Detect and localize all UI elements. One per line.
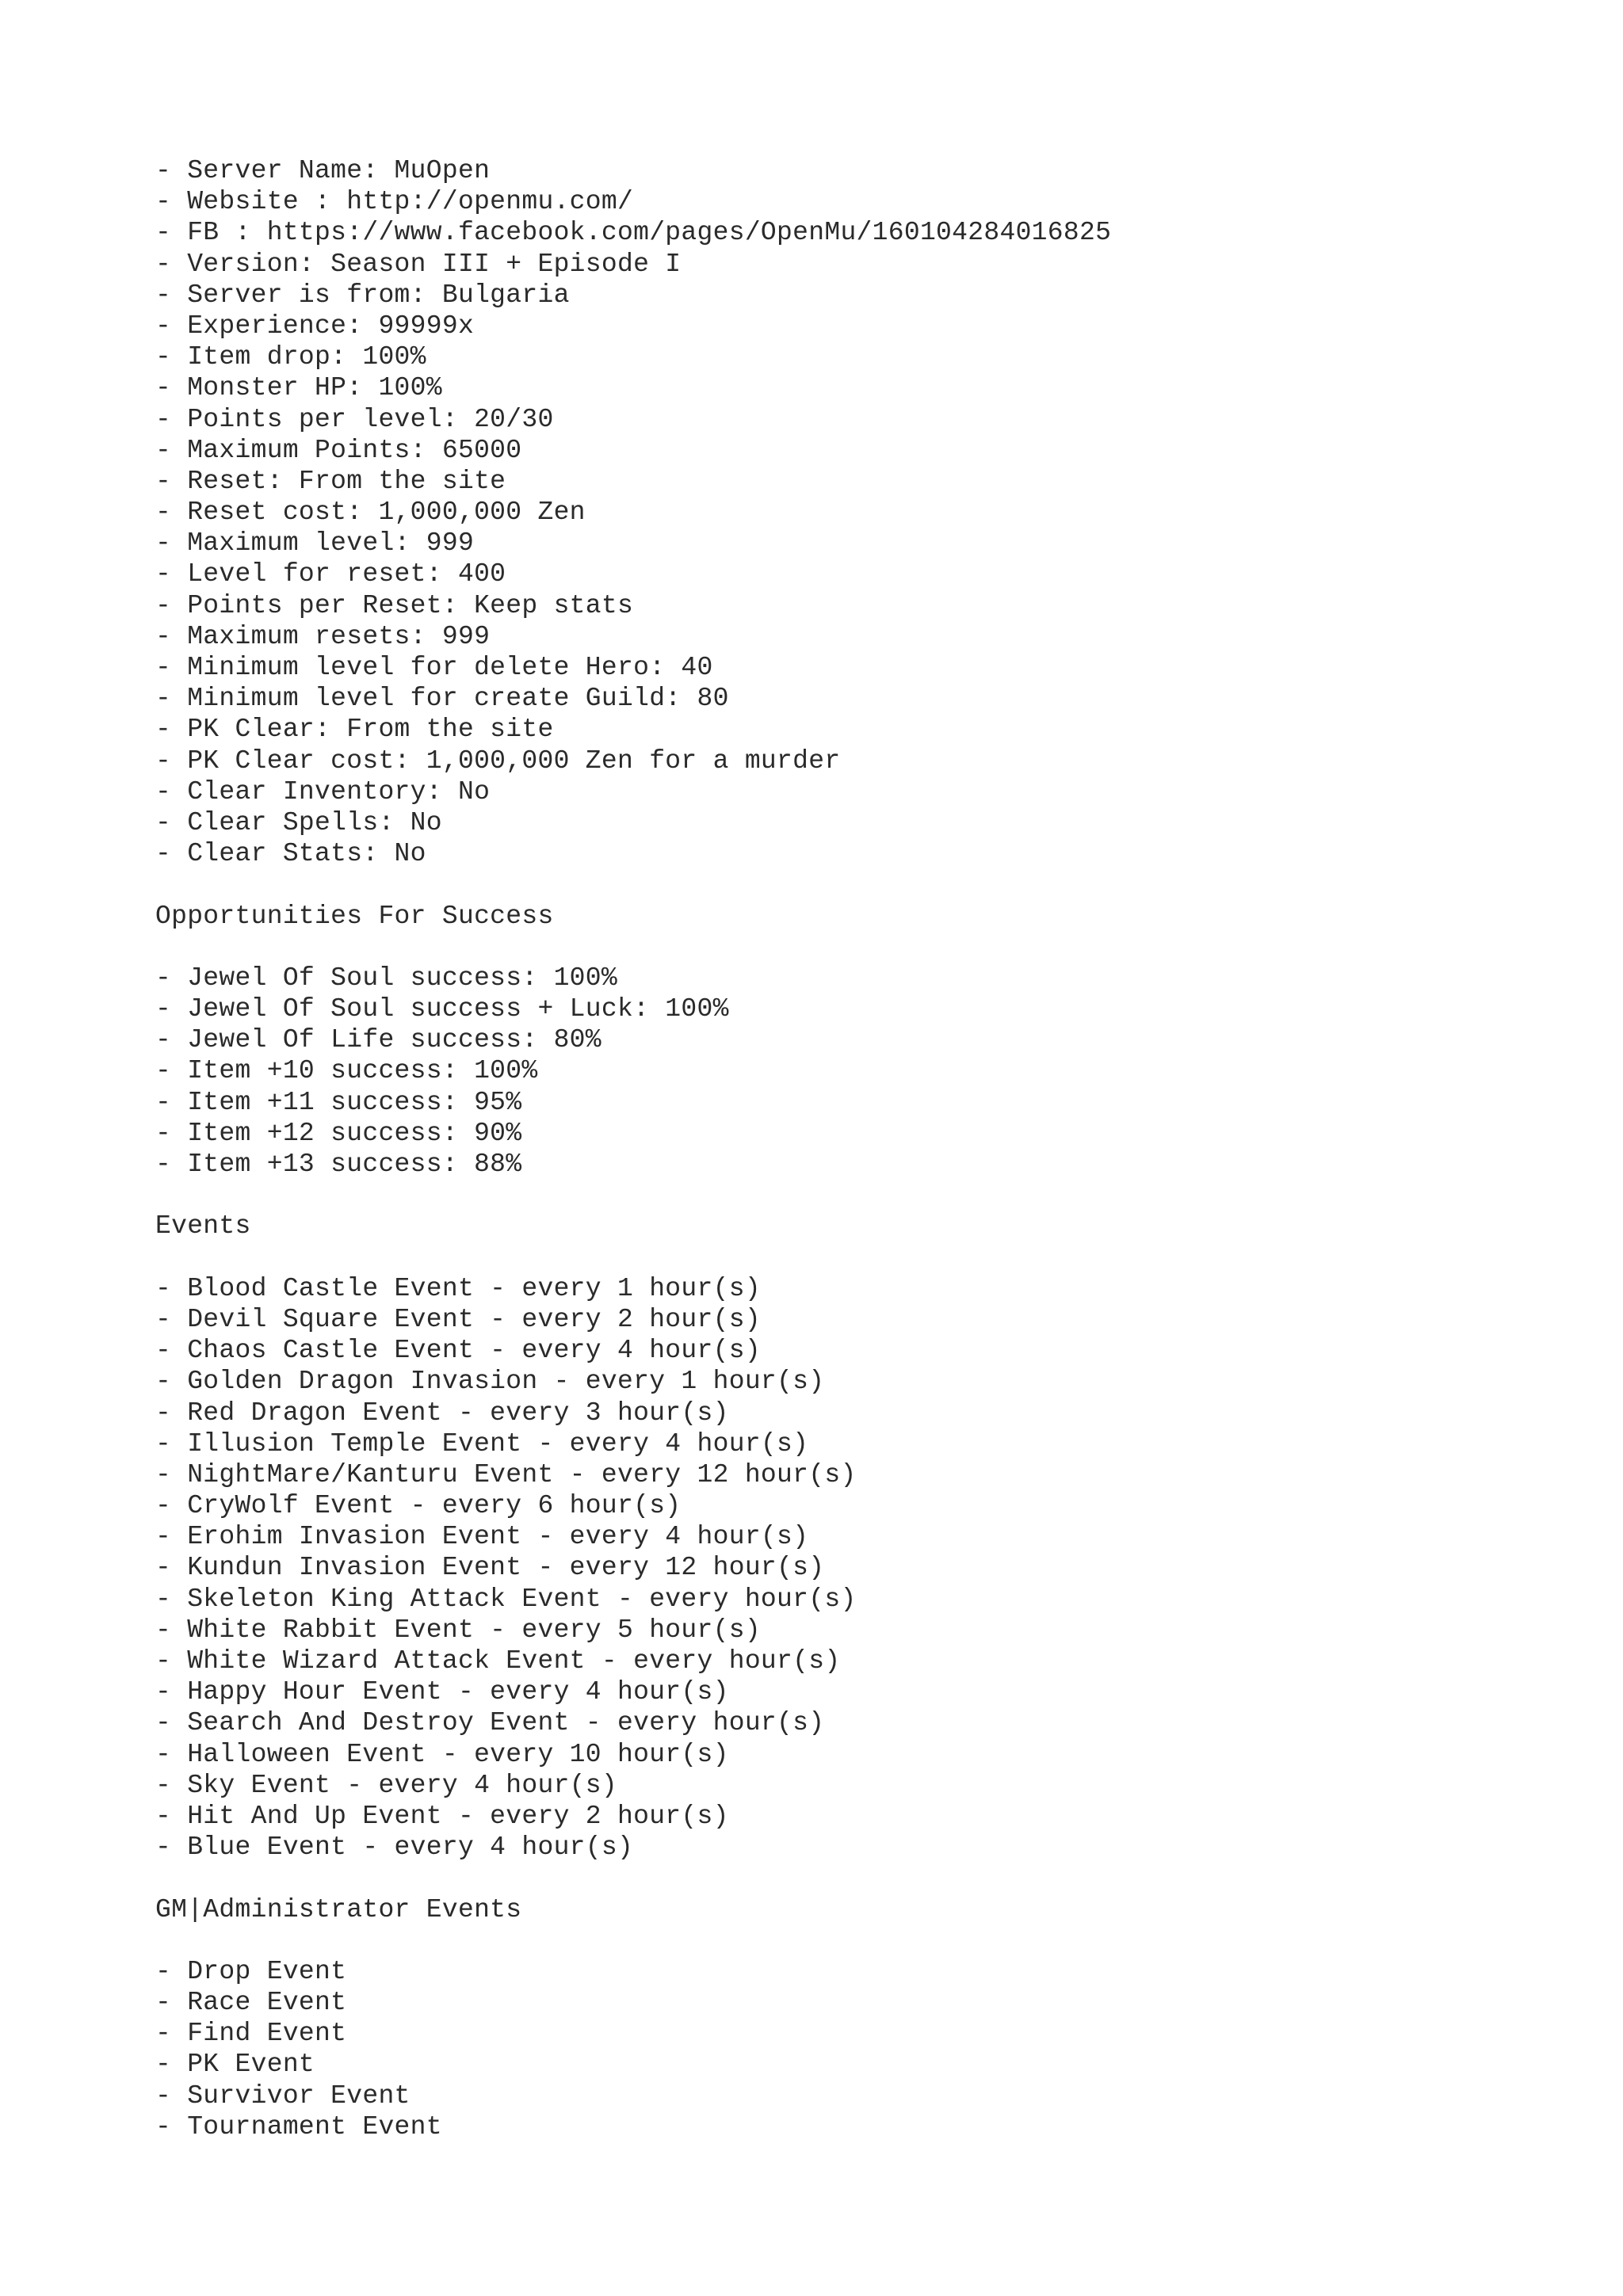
server-info-line: - Clear Stats: No (155, 839, 426, 869)
event-item: - Golden Dragon Invasion - every 1 hour(s) (155, 1367, 825, 1397)
server-info-line: - Clear Spells: No (155, 807, 442, 837)
document-page (155, 155, 1582, 2142)
server-info-line: - PK Clear cost: 1,000,000 Zen for a murder (155, 746, 841, 776)
server-info-list (155, 155, 1582, 869)
spacer (155, 1180, 1582, 1211)
event-item: - White Wizard Attack Event - every hour(s) (155, 1646, 841, 1676)
spacer (155, 932, 1582, 963)
gm-events-heading: GM|Administrator Events (155, 1894, 522, 1924)
spacer (155, 1242, 1582, 1273)
spacer (155, 1863, 1582, 1894)
server-info-line: - PK Clear: From the site (155, 715, 554, 745)
server-info-line: - Clear Inventory: No (155, 776, 491, 807)
gm-event-item: - PK Event (155, 2050, 315, 2080)
server-info-line: - Maximum Points: 65000 (155, 435, 522, 465)
server-info-line: - Monster HP: 100% (155, 373, 442, 403)
event-item: - Halloween Event - every 10 hour(s) (155, 1739, 729, 1769)
success-item: - Item +13 success: 88% (155, 1150, 522, 1179)
success-item: - Jewel Of Life success: 80% (155, 1025, 601, 1055)
event-item: - Red Dragon Event - every 3 hour(s) (155, 1398, 729, 1428)
event-item: - Blue Event - every 4 hour(s) (155, 1833, 634, 1863)
gm-event-item: - Find Event (155, 2019, 347, 2049)
gm-event-item: - Survivor Event (155, 2081, 411, 2111)
spacer (155, 1925, 1582, 1956)
success-item: - Jewel Of Soul success + Luck: 100% (155, 994, 729, 1024)
event-item: - NightMare/Kanturu Event - every 12 hour(s) (155, 1459, 857, 1489)
event-item: - Illusion Temple Event - every 4 hour(s) (155, 1428, 809, 1459)
server-info-line: - Points per level: 20/30 (155, 404, 554, 434)
server-info-line: - Minimum level for create Guild: 80 (155, 684, 729, 714)
event-item: - Blood Castle Event - every 1 hour(s) (155, 1273, 761, 1303)
server-info-line: - Reset: From the site (155, 466, 506, 496)
event-item: - Search And Destroy Event - every hour(s) (155, 1708, 825, 1738)
success-item: - Jewel Of Soul success: 100% (155, 963, 617, 993)
event-item: - Happy Hour Event - every 4 hour(s) (155, 1677, 729, 1707)
server-info-line: - Server Name: MuOpen (155, 156, 491, 185)
server-info-line: - Version: Season III + Episode I (155, 249, 682, 279)
gm-event-item: - Race Event (155, 1988, 347, 2018)
event-item: - Chaos Castle Event - every 4 hour(s) (155, 1336, 761, 1366)
event-item: - Devil Square Event - every 2 hour(s) (155, 1304, 761, 1334)
events-heading: Events (155, 1211, 251, 1241)
server-info-line: - Item drop: 100% (155, 342, 426, 372)
server-info-line: - Maximum resets: 999 (155, 621, 491, 651)
event-item: - Sky Event - every 4 hour(s) (155, 1770, 617, 1800)
success-item: - Item +12 success: 90% (155, 1118, 522, 1148)
server-info-line: - Experience: 99999x (155, 311, 475, 341)
server-info-line: - Minimum level for delete Hero: 40 (155, 653, 713, 682)
event-item: - Hit And Up Event - every 2 hour(s) (155, 1801, 729, 1831)
server-info-line: - Points per Reset: Keep stats (155, 590, 634, 620)
server-info-line: - FB : https://www.facebook.com/pages/OpenMu/160104284016825 (155, 218, 1112, 248)
server-info-line: - Website : http://openmu.com/ (155, 187, 634, 217)
event-item: - CryWolf Event - every 6 hour(s) (155, 1491, 682, 1521)
gm-event-item: - Drop Event (155, 1956, 347, 1986)
server-info-line: - Maximum level: 999 (155, 528, 475, 559)
event-item: - Skeleton King Attack Event - every hour(s) (155, 1584, 857, 1614)
events-list (155, 1273, 1582, 1863)
server-info-line: - Server is from: Bulgaria (155, 280, 570, 310)
event-item: - White Rabbit Event - every 5 hour(s) (155, 1615, 761, 1645)
success-heading: Opportunities For Success (155, 901, 554, 931)
server-info-line: - Level for reset: 400 (155, 559, 506, 589)
gm-events-list (155, 1956, 1582, 2142)
spacer (155, 869, 1582, 900)
success-item: - Item +11 success: 95% (155, 1087, 522, 1117)
event-item: - Erohim Invasion Event - every 4 hour(s) (155, 1522, 809, 1552)
server-info-line: - Reset cost: 1,000,000 Zen (155, 498, 586, 528)
success-item: - Item +10 success: 100% (155, 1056, 538, 1086)
gm-event-item: - Tournament Event (155, 2111, 442, 2142)
event-item: - Kundun Invasion Event - every 12 hour(s) (155, 1553, 825, 1583)
success-list (155, 963, 1582, 1180)
